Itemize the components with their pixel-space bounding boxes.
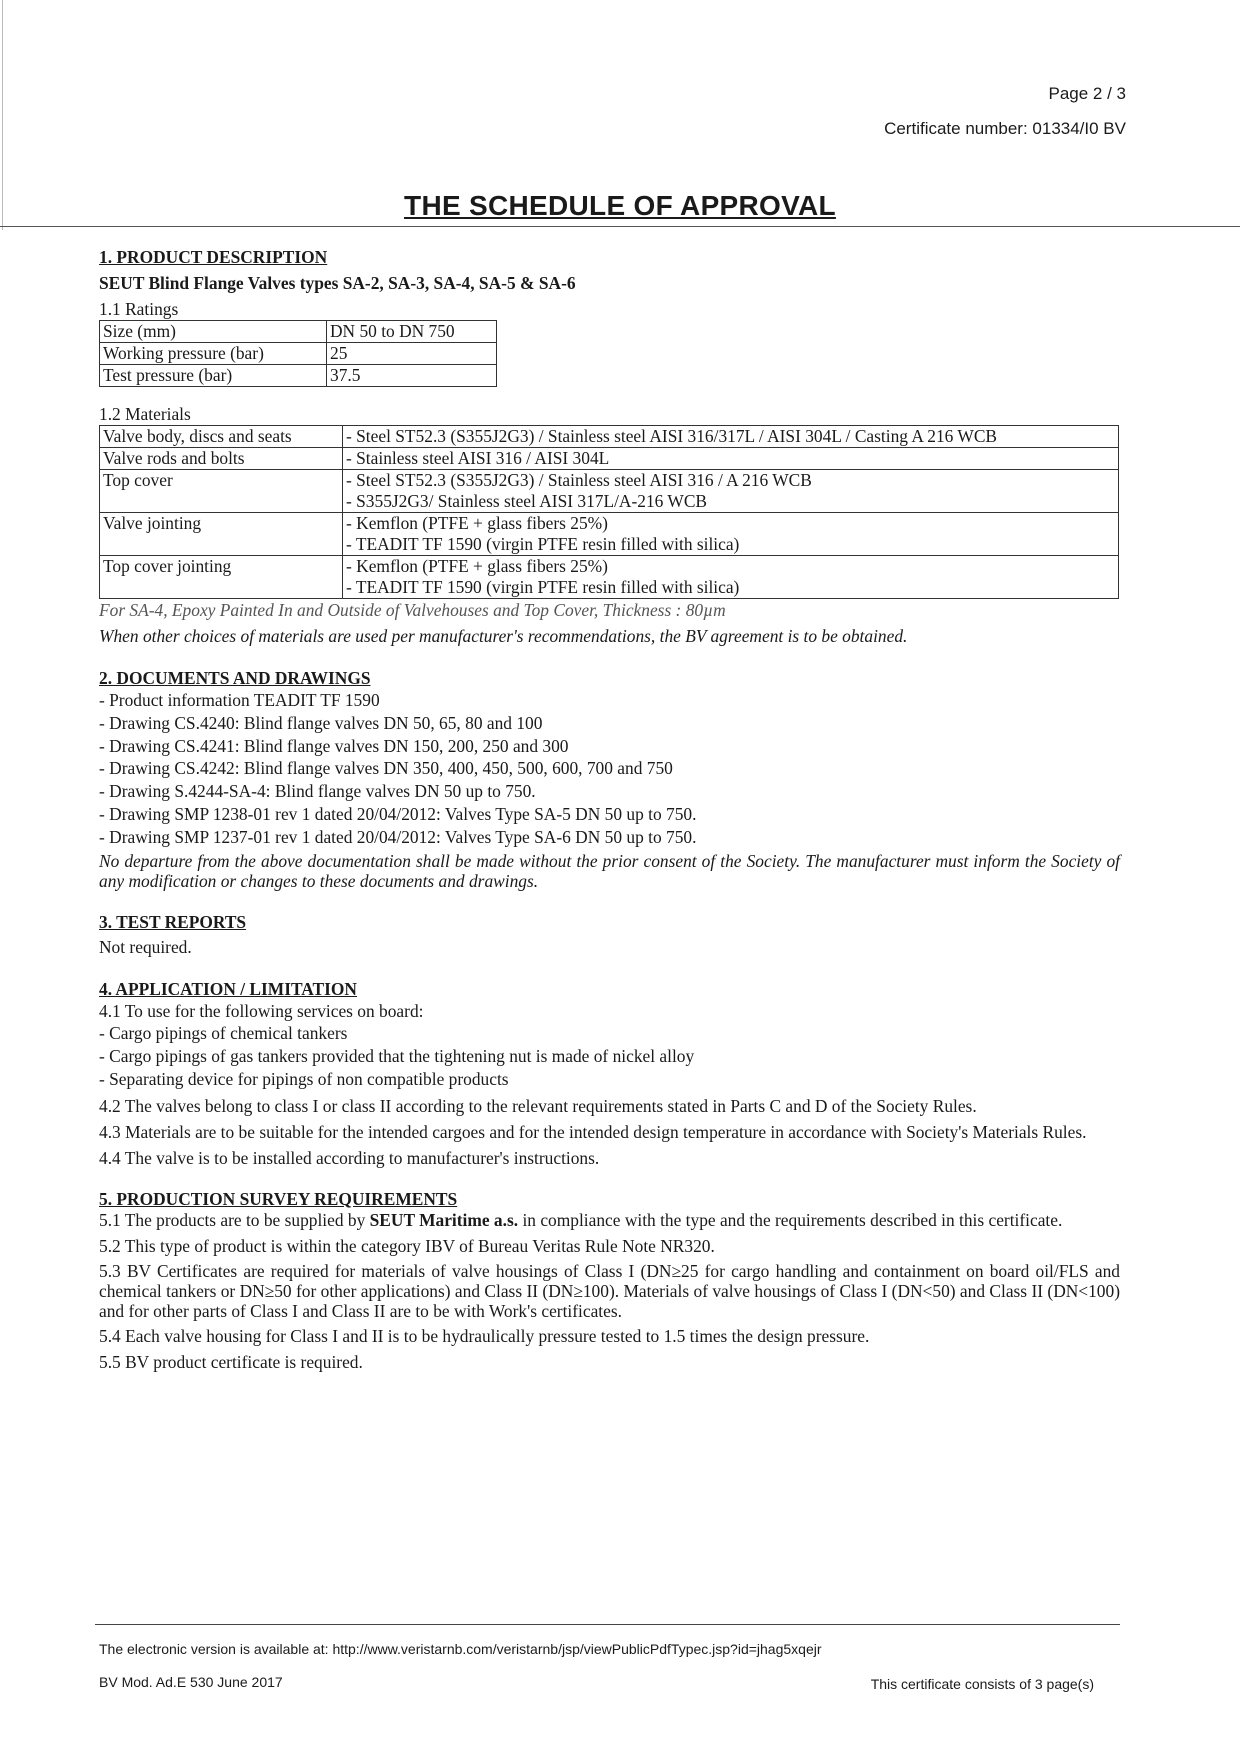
list-item: - Drawing CS.4241: Blind flange valves DN 150, 200, 250 and 300: [99, 735, 569, 756]
table-cell: 37.5: [327, 365, 497, 387]
table-cell: Test pressure (bar): [100, 365, 327, 387]
product-subtitle: SEUT Blind Flange Valves types SA-2, SA-3, SA-4, SA-5 & SA-6: [99, 273, 576, 293]
paragraph-5-4: 5.4 Each valve housing for Class I and II is to be hydraulically pressure tested to 1.5 times the design pressure.: [99, 1325, 870, 1346]
material-line: - S355J2G3/ Stainless steel AISI 317L/A-216 WCB: [346, 491, 708, 511]
header-divider: [0, 226, 1240, 227]
table-cell: 25: [327, 343, 497, 365]
documents-list: [99, 689, 1120, 849]
paragraph-5-2: 5.2 This type of product is within the category IBV of Bureau Veritas Rule Note NR320.: [99, 1235, 715, 1256]
footer-page-count: This certificate consists of 3 page(s): [870, 1676, 1094, 1692]
test-reports-text: Not required.: [99, 936, 192, 957]
footer-url: The electronic version is available at: http://www.veristarnb.com/veristarnb/jsp/viewPublicPdfTypec.jsp?id=jhag5xqejr: [99, 1641, 822, 1657]
materials-table: [99, 425, 1119, 599]
footer-form-id: BV Mod. Ad.E 530 June 2017: [99, 1674, 283, 1690]
list-item: - Separating device for pipings of non compatible products: [99, 1068, 509, 1089]
table-row: [100, 448, 1119, 470]
table-cell: Size (mm): [100, 321, 327, 343]
table-row: [100, 513, 1119, 556]
documents-note: No departure from the above documentation shall be made without the prior consent of the Society. The manufacturer must inform the Society of any modification or changes to these documents and drawings.: [99, 850, 1120, 891]
paragraph-4-3: 4.3 Materials are to be suitable for the intended cargoes and for the intended design temperature in accordance with Society's Materials Rules.: [99, 1121, 1087, 1142]
page-number: Page 2 / 3: [1048, 84, 1126, 103]
table-cell: Top cover: [100, 470, 343, 513]
table-cell: DN 50 to DN 750: [327, 321, 497, 343]
section-2-heading: 2. DOCUMENTS AND DRAWINGS: [99, 668, 371, 688]
table-cell: Working pressure (bar): [100, 343, 327, 365]
material-line: - Steel ST52.3 (S355J2G3) / Stainless steel AISI 316 / A 216 WCB: [346, 470, 812, 490]
table-cell: Valve jointing: [100, 513, 343, 556]
list-item: - Cargo pipings of gas tankers provided that the tightening nut is made of nickel alloy: [99, 1046, 695, 1067]
table-cell: [343, 556, 1119, 599]
table-row: [100, 365, 497, 387]
table-cell: [343, 513, 1119, 556]
list-item: - Drawing SMP 1238-01 rev 1 dated 20/04/2012: Valves Type SA-5 DN 50 up to 750.: [99, 803, 697, 824]
section-1-heading: 1. PRODUCT DESCRIPTION: [99, 247, 328, 267]
certificate-number: Certificate number: 01334/I0 BV: [884, 119, 1126, 138]
material-line: - Kemflon (PTFE + glass fibers 25%): [346, 513, 608, 533]
material-line: - Stainless steel AISI 316 / AISI 304L: [346, 448, 610, 468]
list-item: - Drawing CS.4240: Blind flange valves DN 50, 65, 80 and 100: [99, 712, 543, 733]
material-line: - Steel ST52.3 (S355J2G3) / Stainless steel AISI 316/317L / AISI 304L / Casting A 216 WCB: [346, 426, 998, 446]
text-span: in compliance with the type and the requirements described in this certificate.: [518, 1209, 1063, 1230]
table-cell: Valve rods and bolts: [100, 448, 343, 470]
page-title: THE SCHEDULE OF APPROVAL: [404, 190, 836, 221]
table-cell: Top cover jointing: [100, 556, 343, 599]
table-row: [100, 470, 1119, 513]
list-item: - Drawing CS.4242: Blind flange valves DN 350, 400, 450, 500, 600, 700 and 750: [99, 758, 673, 779]
paragraph-5-1: [99, 1210, 1120, 1230]
epoxy-note: For SA-4, Epoxy Painted In and Outside of Valvehouses and Top Cover, Thickness : 80µm: [99, 600, 726, 620]
list-item: - Product information TEADIT TF 1590: [99, 690, 380, 710]
table-cell: [343, 448, 1119, 470]
section-5-heading: 5. PRODUCTION SURVEY REQUIREMENTS: [99, 1188, 458, 1209]
application-intro: 4.1 To use for the following services on board:: [99, 1000, 424, 1021]
paragraph-4-2: 4.2 The valves belong to class I or class II according to the relevant requirements stated in Parts C and D of the Society Rules.: [99, 1095, 977, 1116]
material-line: - TEADIT TF 1590 (virgin PTFE resin filled with silica): [346, 577, 740, 597]
table-row: [100, 426, 1119, 448]
table-cell: [343, 470, 1119, 513]
materials-note: When other choices of materials are used per manufacturer's recommendations, the BV agreement is to be obtained.: [99, 626, 908, 646]
table-cell: [343, 426, 1119, 448]
list-item: - Cargo pipings of chemical tankers: [99, 1023, 348, 1044]
list-item: - Drawing SMP 1237-01 rev 1 dated 20/04/2012: Valves Type SA-6 DN 50 up to 750.: [99, 826, 697, 847]
text-span: 5.1 The products are to be supplied by: [99, 1209, 370, 1230]
materials-label: 1.2 Materials: [99, 404, 191, 424]
company-name: SEUT Maritime a.s.: [369, 1209, 519, 1230]
list-item: - Drawing S.4244-SA-4: Blind flange valves DN 50 up to 750.: [99, 781, 536, 802]
table-cell: Valve body, discs and seats: [100, 426, 343, 448]
footer-divider: [95, 1624, 1120, 1625]
material-line: - Kemflon (PTFE + glass fibers 25%): [346, 556, 608, 576]
ratings-table: [99, 320, 497, 387]
paragraph-5-5: 5.5 BV product certificate is required.: [99, 1351, 363, 1372]
table-row: [100, 556, 1119, 599]
document-body: [99, 246, 1120, 1373]
table-row: [100, 321, 497, 343]
paragraph-5-3: 5.3 BV Certificates are required for materials of valve housings of Class I (DN≥25 for cargo handling and containment on board oil/FLS and chemical tankers or DN≥50 for other applications) and Class II (DN≥100). Materials of valve housings of Class I (DN<50) and Class II (DN<100) and for other parts of Class I and Class II are to be with Work's certificates.: [99, 1260, 1120, 1321]
table-row: [100, 343, 497, 365]
ratings-label: 1.1 Ratings: [99, 299, 179, 319]
section-3-heading: 3. TEST REPORTS: [99, 911, 247, 932]
paragraph-4-4: 4.4 The valve is to be installed according to manufacturer's instructions.: [99, 1147, 600, 1168]
section-4-heading: 4. APPLICATION / LIMITATION: [99, 978, 357, 999]
material-line: - TEADIT TF 1590 (virgin PTFE resin filled with silica): [346, 534, 740, 554]
